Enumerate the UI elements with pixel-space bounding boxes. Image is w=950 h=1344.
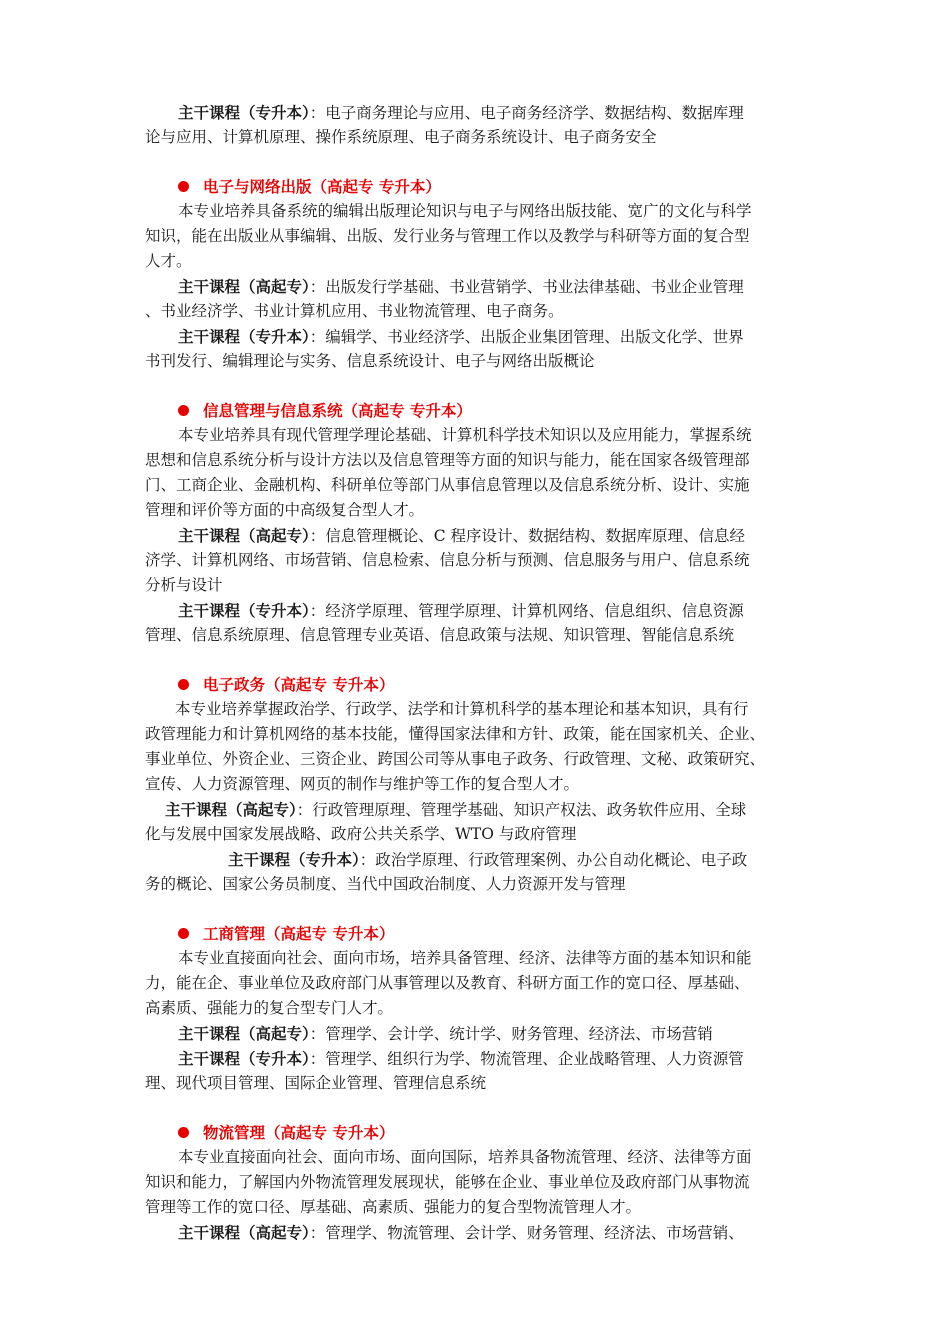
courses-line	[228, 847, 747, 872]
course-label: 主干课程（专升本）	[178, 327, 310, 346]
section-heading	[178, 1120, 394, 1145]
course-text: ：出版发行学基础、书业营销学、书业法律基础、书业企业管理	[309, 278, 744, 296]
course-text: ：经济学原理、管理学原理、计算机网络、信息组织、信息资源	[309, 602, 744, 620]
paragraph-line: 力，能在企、事业单位及政府部门从事管理以及教育、科研方面工作的宽口径、厚基础、	[145, 974, 750, 992]
bullet-icon	[178, 679, 189, 690]
course-text: ：管理学、组织行为学、物流管理、企业战略管理、人力资源管	[309, 1050, 744, 1068]
courses-line: 分析与设计	[145, 576, 223, 594]
course-text: ：管理学、会计学、统计学、财务管理、经济法、市场营销	[309, 1025, 713, 1043]
courses-line	[178, 274, 744, 299]
section-title: 物流管理（高起专 专升本）	[203, 1123, 395, 1142]
bullet-icon	[178, 928, 189, 939]
course-text: ：信息管理概论、C 程序设计、数据结构、数据库原理、信息经	[309, 527, 746, 545]
courses-line: 务的概论、国家公务员制度、当代中国政治制度、人力资源开发与管理	[145, 875, 626, 893]
paragraph-line: 管理等工作的宽口径、厚基础、高素质、强能力的复合型物流管理人才。	[145, 1198, 642, 1216]
paragraph-line: 事业单位、外资企业、三资企业、跨国公司等从事电子政务、行政管理、文秘、政策研究、	[145, 750, 766, 768]
section-heading	[178, 672, 394, 697]
course-label: 主干课程（高起专）	[165, 800, 297, 819]
paragraph-line: 管理和评价等方面的中高级复合型人才。	[145, 501, 425, 519]
course-label: 主干课程（高起专）	[178, 277, 310, 296]
course-label: 主干课程（专升本）	[178, 1049, 310, 1068]
courses-line: 管理、信息系统原理、信息管理专业英语、信息政策与法规、知识管理、智能信息系统	[145, 626, 735, 644]
course-text: ：管理学、物流管理、会计学、财务管理、经济法、市场营销、	[309, 1224, 744, 1242]
course-text: ：电子商务理论与应用、电子商务经济学、数据结构、数据库理	[309, 104, 744, 122]
course-label: 主干课程（高起专）	[178, 1223, 310, 1242]
top-courses-line1	[178, 100, 744, 125]
course-text: ：行政管理原理、管理学基础、知识产权法、政务软件应用、全球	[296, 801, 747, 819]
course-label: 主干课程（专升本）	[178, 601, 310, 620]
paragraph-line: 本专业培养具有现代管理学理论基础、计算机科学技术知识以及应用能力，掌握系统	[178, 426, 752, 444]
courses-line: 书刊发行、编辑理论与实务、信息系统设计、电子与网络出版概论	[145, 352, 595, 370]
paragraph-line: 本专业直接面向社会、面向市场、面向国际，培养具备物流管理、经济、法律等方面	[178, 1148, 752, 1166]
section-title: 工商管理（高起专 专升本）	[203, 924, 395, 943]
section-heading	[178, 174, 441, 199]
course-label: 主干课程（高起专）	[178, 1024, 310, 1043]
courses-line	[178, 598, 744, 623]
paragraph-line: 宣传、人力资源管理、网页的制作与维护等工作的复合型人才。	[145, 775, 580, 793]
courses-line	[178, 324, 744, 349]
courses-line	[178, 1046, 744, 1071]
paragraph-line: 本专业培养具备系统的编辑出版理论知识与电子与网络出版技能、宽广的文化与科学	[178, 202, 752, 220]
course-label: 主干课程（专升本）	[178, 103, 310, 122]
section-title: 电子政务（高起专 专升本）	[203, 675, 395, 694]
courses-line: 、书业经济学、书业计算机应用、书业物流管理、电子商务。	[145, 302, 564, 320]
course-text: ：政治学原理、行政管理案例、办公自动化概论、电子政	[359, 851, 748, 869]
courses-line: 化与发展中国家发展战略、政府公共关系学、WTO 与政府管理	[145, 825, 577, 843]
course-text: ：编辑学、书业经济学、出版企业集团管理、出版文化学、世界	[309, 328, 744, 346]
courses-line	[165, 797, 746, 822]
paragraph-line: 高素质、强能力的复合型专门人才。	[145, 999, 394, 1017]
paragraph-line: 政管理能力和计算机网络的基本技能，懂得国家法律和方针、政策，能在国家机关、企业、	[145, 725, 766, 743]
paragraph-line: 本专业直接面向社会、面向市场，培养具备管理、经济、法律等方面的基本知识和能	[178, 949, 752, 967]
paragraph-line: 本专业培养掌握政治学、行政学、法学和计算机科学的基本理论和基本知识，具有行	[175, 700, 749, 718]
bullet-icon	[178, 405, 189, 416]
top-courses-line2: 论与应用、计算机原理、操作系统原理、电子商务系统设计、电子商务安全	[145, 128, 657, 146]
bullet-icon	[178, 1127, 189, 1138]
courses-line	[178, 1220, 744, 1245]
section-title: 电子与网络出版（高起专 专升本）	[203, 177, 441, 196]
section-heading	[178, 921, 394, 946]
paragraph-line: 思想和信息系统分析与设计方法以及信息管理等方面的知识与能力，能在国家各级管理部	[145, 451, 750, 469]
courses-line: 理、现代项目管理、国际企业管理、管理信息系统	[145, 1074, 487, 1092]
section-title: 信息管理与信息系统（高起专 专升本）	[203, 401, 472, 420]
courses-line	[178, 1021, 713, 1046]
section-heading	[178, 398, 472, 423]
course-label: 主干课程（高起专）	[178, 526, 310, 545]
courses-line	[178, 523, 745, 548]
paragraph-line: 知识，能在出版业从事编辑、出版、发行业务与管理工作以及教学与科研等方面的复合型	[145, 227, 750, 245]
paragraph-line: 门、工商企业、金融机构、科研单位等部门从事信息管理以及信息系统分析、设计、实施	[145, 476, 750, 494]
paragraph-line: 知识和能力，了解国内外物流管理发展现状，能够在企业、事业单位及政府部门从事物流	[145, 1173, 750, 1191]
paragraph-line: 人才。	[145, 252, 192, 270]
course-label: 主干课程（专升本）	[228, 850, 360, 869]
courses-line: 济学、计算机网络、市场营销、信息检索、信息分析与预测、信息服务与用户、信息系统	[145, 551, 750, 569]
bullet-icon	[178, 181, 189, 192]
